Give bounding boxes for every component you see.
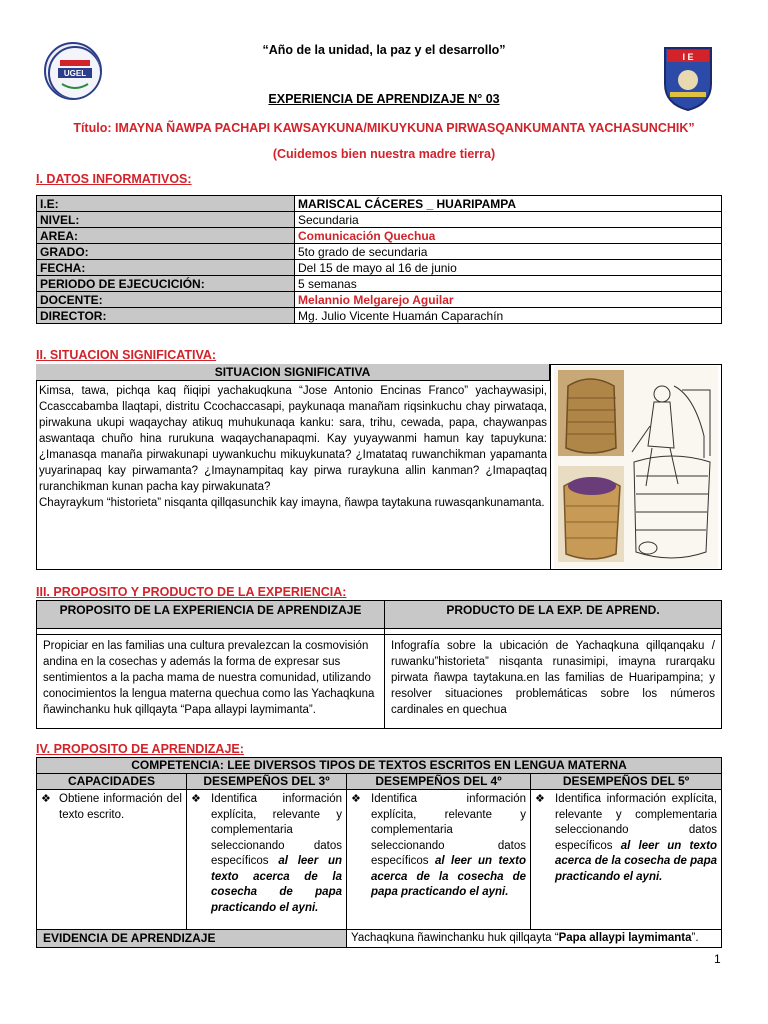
datos-label: DIRECTOR: [37, 308, 295, 324]
datos-value: 5to grado de secundaria [295, 244, 722, 260]
proposito-text: Propiciar en las familias una cultura prevalezcan la cosmovisión andina en la cosechas y además la forma de expresar sus sentimientos a la pacha mama de nuestra comunidad, utilizando conocimientos la lengua materna quechua como las Yachaqkuna ñawinchanku huk qillqayta “Papa allaypi laymimanta”. [37, 635, 385, 729]
datos-value: Mg. Julio Vicente Huamán Caparachín [295, 308, 722, 324]
proposito-producto-table [36, 600, 722, 729]
section-datos-heading: I. DATOS INFORMATIVOS: [36, 172, 192, 186]
pirwa-illustration-graphic [554, 366, 718, 568]
datos-value: 5 semanas [295, 276, 722, 292]
motto: “Año de la unidad, la paz y el desarrollo” [262, 43, 506, 57]
datos-label: DOCENTE: [37, 292, 295, 308]
datos-row [37, 228, 722, 244]
page-number: 1 [714, 952, 721, 966]
competencia-title: COMPETENCIA: LEE DIVERSOS TIPOS DE TEXTOS ESCRITOS EN LENGUA MATERNA [37, 758, 722, 774]
section-situacion-heading: II. SITUACION SIGNIFICATIVA: [36, 348, 217, 362]
section-proposito-aprendizaje-heading: IV. PROPOSITO DE APRENDIZAJE: [36, 742, 244, 756]
evidencia-text [347, 930, 722, 948]
capacidades-header: CAPACIDADES [37, 774, 187, 790]
datos-row [37, 212, 722, 228]
desempeno-4-text [365, 792, 526, 901]
desempeno-3-emphasis: al leer un texto acerca de la cosecha de papa practicando el ayni. [211, 855, 342, 914]
diamond-bullet-icon: ❖ [191, 793, 201, 805]
datos-row [37, 276, 722, 292]
desempenos-5-header: DESEMPEÑOS DEL 5º [531, 774, 722, 790]
datos-row [37, 196, 722, 212]
experience-subtitulo: (Cuidemos bien nuestra madre tierra) [272, 147, 496, 161]
evidencia-label: EVIDENCIA DE APRENDIZAJE [37, 930, 347, 948]
experience-title: EXPERIENCIA DE APRENDIZAJE N° 03 [268, 92, 500, 106]
situacion-text [39, 383, 547, 511]
shield-logo-text: I E [682, 52, 694, 62]
datos-value: Secundaria [295, 212, 722, 228]
datos-label: PERIODO DE EJECUCICIÓN: [37, 276, 295, 292]
desempeno-3-cell [187, 790, 347, 930]
datos-row [37, 244, 722, 260]
desempeno-5-cell [531, 790, 722, 930]
datos-label: AREA: [37, 228, 295, 244]
diamond-bullet-icon: ❖ [535, 793, 545, 805]
situacion-paragraph-1: Kimsa, tawa, pichqa kaq ñiqipi yachakuqkuna “Jose Antonio Encinas Franco” yachaywasipi, Ccasccabamba llaqtapi, distritu Ccochaccasapi, paykunaqa manañam riqsinkuchu chay pirwataqa, pirwakuna ukupi waqaychay atikuq muhukunaqa kanku: sara, trihu, cewada, papa, chaywanpas aswantaqa chuño hina rurukuna waqaychanapaqmi. Kay yuyaywanmi hamun kay tapuykuna: ¿Imanasqa manaña pirwakunapi uywankuchu mikuykunata? ¿Imatataq ruwanchikman yapamanta yuyarinapaq kay pirwamanta? ¿Imaynampitaq kay pirwa ruraykuna allin kanman? ¿Imapaqtaq ruranchikman kunan pacha kay pirwakunata? [39, 385, 547, 493]
situacion-paragraph-2: Chayraykum “historieta” nisqanta qillqasunchik kay imayna, ñawpa taytakuna ruwasqankunamanta. [39, 497, 545, 509]
desempeno-4-emphasis: al leer un texto acerca de la cosecha de papa practicando el ayni. [371, 855, 526, 898]
datos-value: MARISCAL CÁCERES _ HUARIPAMPA [295, 196, 722, 212]
datos-value: Comunicación Quechua [295, 228, 722, 244]
datos-label: I.E: [37, 196, 295, 212]
desempeno-3-plain: Identifica información explícita, relevante y complementaria seleccionando datos específicos [211, 793, 342, 867]
evidencia-plain: Yachaqkuna ñawinchanku huk qillqayta “ [351, 932, 559, 944]
diamond-bullet-icon: ❖ [41, 793, 51, 805]
proposito-column-header: PROPOSITO DE LA EXPERIENCIA DE APRENDIZAJE [37, 601, 385, 629]
datos-row [37, 292, 722, 308]
desempeno-5-emphasis: al leer un texto acerca de la cosecha de papa practicando el ayni. [555, 839, 717, 883]
desempeno-5-plain: Identifica información explícita, relevante y complementaria seleccionando datos específicos [555, 793, 717, 852]
datos-label: FECHA: [37, 260, 295, 276]
datos-table [36, 195, 722, 324]
competencia-table [36, 757, 722, 948]
evidencia-end: ”. [691, 932, 699, 944]
desempeno-5-text [549, 792, 717, 885]
situacion-header: SITUACION SIGNIFICATIVA [36, 364, 550, 381]
desempeno-4-cell [347, 790, 531, 930]
ugel-logo-text: UGEL [63, 69, 87, 78]
producto-text: Infografía sobre la ubicación de Yachaqkuna qillqanqaku / ruwanku”historieta” nisqanta runasimipi, imayna rurarqaku pirwata ñawpa taytakuna.en las familias de Huaripampina; y resolver situaciones problemáticas sobre los números cardinales en quechua [385, 635, 722, 729]
section-proposito-producto-heading: III. PROPOSITO Y PRODUCTO DE LA EXPERIENCIA: [36, 585, 347, 599]
pirwa-illustration [554, 366, 718, 568]
datos-value: Del 15 de mayo al 16 de junio [295, 260, 722, 276]
experience-titulo: Título: IMAYNA ÑAWPA PACHAPI KAWSAYKUNA/MIKUYKUNA PIRWASQANKUMANTA YACHASUNCHIK” [73, 121, 695, 135]
datos-label: GRADO: [37, 244, 295, 260]
datos-value: Melannio Melgarejo Aguilar [295, 292, 722, 308]
diamond-bullet-icon: ❖ [351, 793, 361, 805]
desempenos-4-header: DESEMPEÑOS DEL 4º [347, 774, 531, 790]
capacidad-text: Obtiene información del texto escrito. [59, 793, 182, 821]
desempenos-3-header: DESEMPEÑOS DEL 3º [187, 774, 347, 790]
desempeno-4-plain: Identifica información explícita, relevante y complementaria seleccionando datos específicos [371, 793, 526, 867]
datos-row [37, 260, 722, 276]
producto-column-header: PRODUCTO DE LA EXP. DE APREND. [385, 601, 722, 629]
desempeno-3-text [205, 792, 342, 916]
capacidad-cell [37, 790, 187, 930]
datos-label: NIVEL: [37, 212, 295, 228]
evidencia-bold: Papa allaypi laymimanta [558, 932, 692, 944]
datos-row [37, 308, 722, 324]
